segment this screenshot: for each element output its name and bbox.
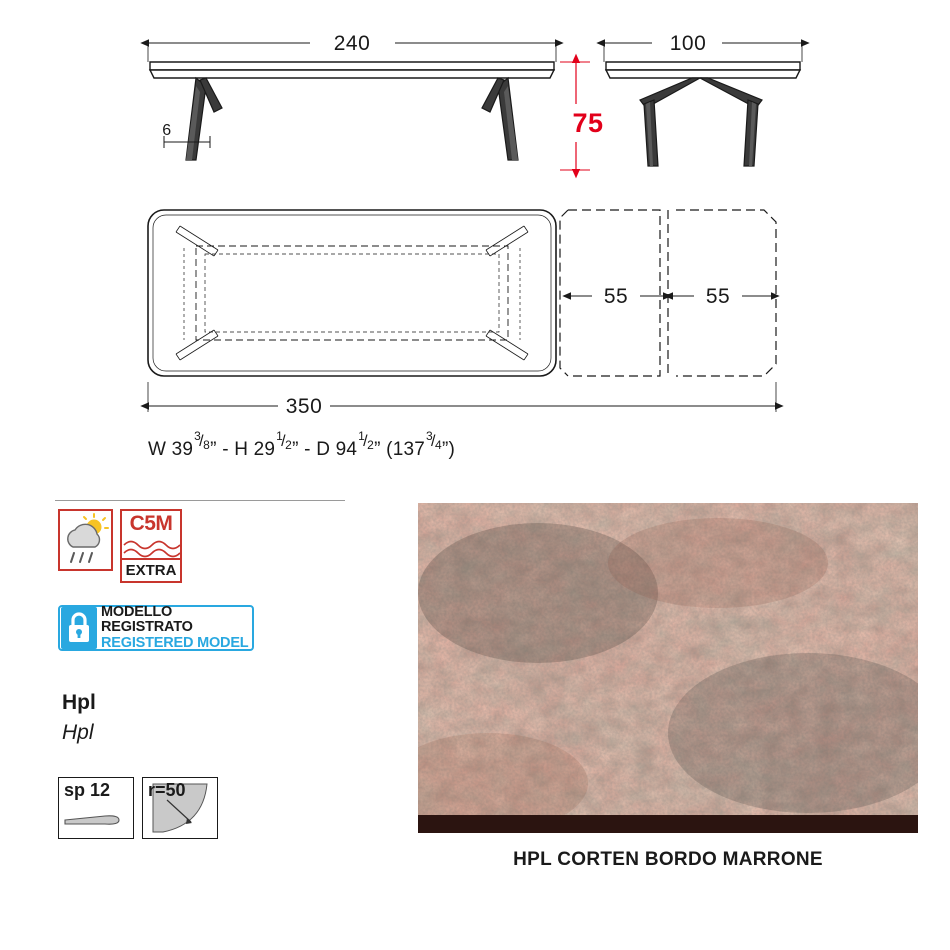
imperial-d-value: 94 — [335, 439, 358, 460]
imperial-w-frac-den: 8 — [203, 438, 211, 452]
imperial-dimensions: W 39 3 / 8 ” - H 29 1 / 2 ” - D 94 1 / 2 ” (137 3 / 4 ”) — [148, 429, 456, 460]
seat-module-dim-2: 55 — [705, 285, 731, 308]
specs-and-finish — [0, 495, 950, 950]
finish-swatch-image — [418, 503, 918, 833]
imperial-paren-close: ) — [448, 439, 456, 460]
front-width-dim: 240 — [333, 32, 371, 55]
radius-label: r=50 — [148, 780, 186, 800]
imperial-h-frac-num: 1 — [276, 429, 284, 443]
seat-module-dim-1: 55 — [603, 285, 629, 308]
imperial-d-label: D — [316, 439, 331, 460]
imperial-dash-2: - — [304, 439, 311, 460]
section-divider — [55, 500, 345, 501]
side-elevation-view — [604, 32, 802, 166]
radius-icon — [142, 777, 218, 839]
corrosion-class-label: C5M — [129, 512, 173, 535]
material-name-en: Hpl — [62, 691, 96, 714]
front-elevation-view — [148, 32, 556, 160]
weather-resistant-icon — [58, 509, 113, 571]
overall-length-dim: 350 — [285, 395, 323, 418]
registered-model-badge — [58, 605, 254, 651]
corrosion-extra-label: EXTRA — [122, 558, 180, 581]
corrosion-class-top — [122, 511, 180, 558]
imperial-w-frac-num: 3 — [194, 429, 202, 443]
height-dim: 75 — [572, 108, 604, 138]
imperial-d-alt-value: 137 — [392, 439, 425, 460]
imperial-w-label: W — [148, 439, 167, 460]
top-thickness-dim: 6 — [162, 122, 172, 139]
material-name-it: Hpl — [62, 721, 94, 744]
spec-icons — [58, 777, 218, 839]
registered-model-line1: MODELLO REGISTRATO — [101, 604, 193, 636]
imperial-d-frac-den: 2 — [367, 438, 375, 452]
imperial-dash-1: - — [222, 439, 229, 460]
imperial-paren-open: ( — [386, 439, 393, 460]
imperial-d-alt-frac-num: 3 — [426, 429, 433, 443]
lock-icon — [61, 607, 97, 649]
imperial-inch-4: ” — [442, 439, 449, 460]
side-width-dim: 100 — [669, 32, 707, 55]
imperial-w-value: 39 — [171, 439, 194, 460]
finish-swatch-caption: HPL CORTEN BORDO MARRONE — [513, 849, 823, 870]
registered-model-text — [101, 605, 252, 651]
thickness-label: sp 12 — [64, 780, 111, 800]
plan-view — [148, 210, 776, 418]
imperial-inch-2: ” — [292, 439, 299, 460]
imperial-h-value: 29 — [253, 439, 276, 460]
imperial-h-frac-den: 2 — [285, 438, 293, 452]
imperial-inch-1: ” — [210, 439, 217, 460]
imperial-d-alt-frac-den: 4 — [435, 438, 442, 452]
imperial-d-frac-num: 1 — [358, 429, 366, 443]
imperial-inch-3: ” — [374, 439, 381, 460]
height-dimension — [560, 62, 604, 170]
finish-swatch-block — [418, 503, 918, 871]
corrosion-class-icon — [120, 509, 182, 583]
imperial-h-label: H — [234, 439, 249, 460]
thickness-icon — [58, 777, 134, 839]
certification-badges — [58, 509, 182, 583]
registered-model-line2: REGISTERED MODEL — [101, 634, 249, 651]
